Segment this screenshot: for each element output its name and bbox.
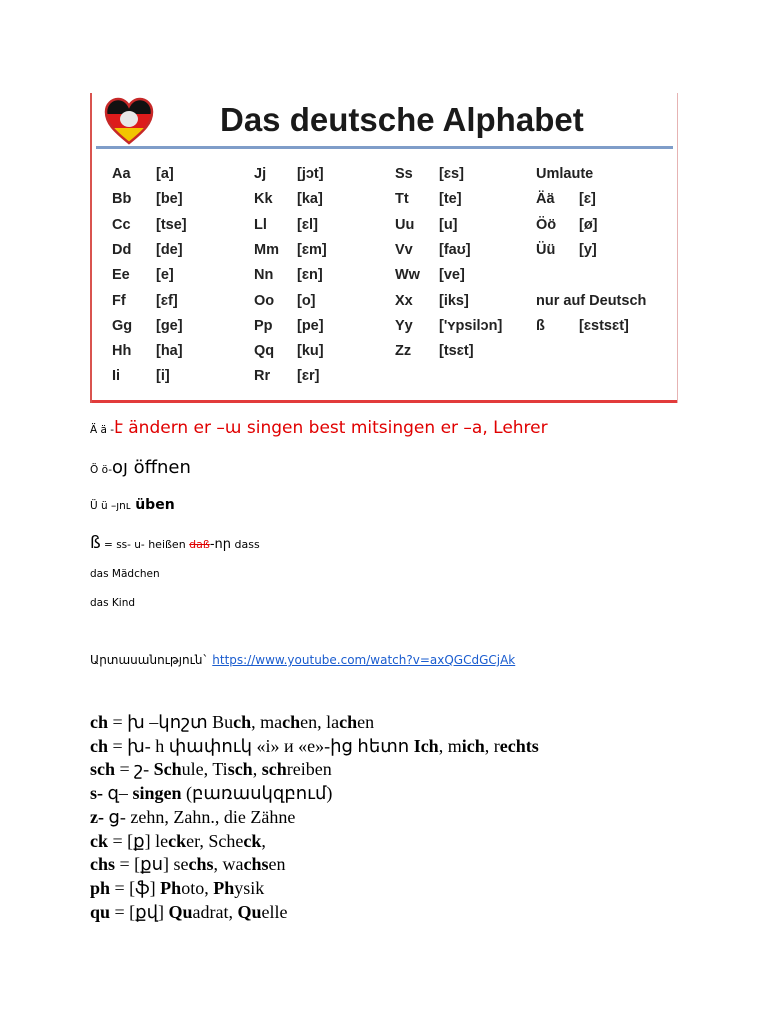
rule-text: զ– bbox=[103, 783, 133, 804]
alphabet-pronunciation: [jɔt] bbox=[297, 166, 324, 182]
alphabet-letter: Qq bbox=[254, 343, 275, 360]
rule-text: , r bbox=[484, 735, 500, 756]
rule-text: , bbox=[252, 759, 262, 780]
alphabet-pronunciation: [ha] bbox=[156, 343, 183, 360]
title-divider bbox=[96, 146, 673, 149]
alphabet-figure bbox=[90, 93, 678, 403]
rule-text: = շ- bbox=[115, 759, 154, 780]
rule-text: = [ք] le bbox=[108, 830, 169, 851]
alphabet-pronunciation: [tsɛt] bbox=[439, 343, 474, 360]
alphabet-pronunciation: [ɛn] bbox=[297, 267, 323, 284]
rule-text: en bbox=[357, 712, 375, 732]
alphabet-letter: Pp bbox=[254, 317, 273, 334]
rule-text: , m bbox=[438, 735, 462, 756]
alphabet-pronunciation: [te] bbox=[439, 191, 462, 208]
rule-text: oto, bbox=[181, 877, 214, 898]
rule-text: = խ- h փափուկ «i» и «e»-ից հետո bbox=[108, 735, 414, 756]
note-armenian-letter: յու bbox=[116, 500, 131, 512]
rule-text: , bbox=[261, 830, 266, 851]
figure-title: Das deutsche Alphabet bbox=[220, 101, 584, 138]
rule-text: = խ –կոշտ Bu bbox=[108, 712, 234, 732]
eszett-example: heißen bbox=[144, 538, 190, 551]
alphabet-pronunciation: [ɛl] bbox=[297, 216, 318, 233]
pronunciation-line bbox=[90, 653, 515, 667]
umlaut-letter: Ää bbox=[536, 191, 555, 208]
alphabet-letter: Ss bbox=[395, 166, 413, 182]
rule-line bbox=[90, 712, 374, 733]
note-line-eszett bbox=[90, 533, 260, 553]
rule-text: , ma bbox=[251, 712, 283, 732]
rule-text: en, la bbox=[300, 712, 340, 732]
rule-text: adrat, bbox=[192, 901, 238, 922]
armenian-or: -որ bbox=[209, 537, 231, 552]
rule-line bbox=[90, 807, 295, 828]
alphabet-letter: Zz bbox=[395, 343, 412, 360]
rule-text: (բառասկզբում) bbox=[181, 783, 333, 804]
german-heart-icon bbox=[104, 97, 154, 145]
rule-text: ց- zehn, Zahn., die Zähne bbox=[103, 806, 296, 827]
alphabet-letter: Hh bbox=[112, 343, 132, 360]
old-spelling: daß bbox=[189, 538, 210, 551]
note-line-o-umlaut bbox=[90, 457, 191, 478]
alphabet-pronunciation: [ku] bbox=[297, 343, 324, 360]
note-prefix: Ö ö- bbox=[90, 464, 113, 476]
rule-text: = [քս] se bbox=[115, 854, 189, 875]
alphabet-pronunciation: [o] bbox=[297, 292, 316, 309]
rule-text: = [ֆ] bbox=[110, 877, 161, 898]
alphabet-letter: Kk bbox=[254, 191, 273, 208]
alphabet-pronunciation: [de] bbox=[156, 241, 183, 258]
alphabet-letter: Uu bbox=[395, 216, 415, 233]
umlaut-letter: Üü bbox=[536, 241, 556, 258]
alphabet-pronunciation: [ɛs] bbox=[439, 166, 464, 182]
rule-highlight: ch bbox=[339, 712, 358, 732]
new-spelling: dass bbox=[231, 538, 260, 551]
alphabet-letter: Jj bbox=[254, 166, 267, 182]
rule-text: en bbox=[268, 854, 286, 875]
rule-highlight: ch bbox=[282, 712, 301, 732]
figure-bottom-border bbox=[92, 400, 677, 403]
alphabet-letter: Tt bbox=[395, 191, 409, 208]
rule-highlight: qu bbox=[90, 901, 111, 922]
rule-line bbox=[90, 878, 264, 899]
rule-highlight: z- bbox=[90, 806, 104, 827]
rule-highlight: ck bbox=[168, 830, 187, 851]
umlaut-pronunciation: [ɛ] bbox=[579, 191, 596, 208]
note-line-a-umlaut bbox=[90, 418, 548, 438]
rule-highlight: ph bbox=[90, 877, 111, 898]
rule-line bbox=[90, 902, 288, 923]
umlaut-letter: Öö bbox=[536, 216, 557, 233]
note-examples: üben bbox=[130, 497, 175, 513]
eszett-equivalent: = ss- ս- bbox=[100, 539, 145, 551]
rule-highlight: chs bbox=[188, 854, 214, 875]
note-prefix: Ü ü – bbox=[90, 500, 117, 512]
note-armenian-letter: է bbox=[114, 418, 123, 438]
alphabet-pronunciation: [i] bbox=[156, 368, 170, 385]
rule-highlight: sch bbox=[90, 759, 116, 780]
rule-highlight: singen bbox=[132, 783, 182, 804]
alphabet-pronunciation: [a] bbox=[156, 166, 174, 182]
alphabet-pronunciation: [ka] bbox=[297, 191, 323, 208]
rule-highlight: Ich bbox=[413, 735, 439, 756]
alphabet-pronunciation: [ɛr] bbox=[297, 368, 320, 385]
alphabet-letter: Nn bbox=[254, 267, 274, 284]
note-line-maedchen: das Mädchen bbox=[90, 568, 160, 580]
alphabet-letter: Yy bbox=[395, 317, 413, 334]
rule-highlight: sch bbox=[261, 759, 287, 780]
rule-highlight: Qu bbox=[237, 901, 262, 922]
umlaute-header: Umlaute bbox=[536, 166, 594, 182]
umlaut-pronunciation: [y] bbox=[579, 241, 597, 258]
rule-highlight: echts bbox=[499, 735, 539, 756]
rule-text: ysik bbox=[234, 877, 265, 898]
eszett-pronunciation: [ɛstsɛt] bbox=[579, 317, 629, 334]
rule-text: ule, Ti bbox=[181, 759, 228, 780]
rule-highlight: Qu bbox=[168, 901, 193, 922]
alphabet-pronunciation: [e] bbox=[156, 267, 174, 284]
alphabet-pronunciation: [ge] bbox=[156, 317, 183, 334]
pronunciation-label: Արտասանություն` bbox=[90, 653, 209, 667]
alphabet-pronunciation: [u] bbox=[439, 216, 458, 233]
alphabet-letter: Ww bbox=[395, 267, 420, 284]
alphabet-pronunciation: [faʊ] bbox=[439, 241, 471, 258]
alphabet-letter: Rr bbox=[254, 368, 271, 385]
rule-text: , wa bbox=[213, 854, 244, 875]
alphabet-pronunciation: [ve] bbox=[439, 267, 465, 284]
note-examples: öffnen bbox=[127, 457, 191, 478]
alphabet-letter: Ll bbox=[254, 216, 267, 233]
rule-line bbox=[90, 736, 539, 757]
rule-highlight: s- bbox=[90, 783, 103, 804]
alphabet-pronunciation: ['ʏpsilɔn] bbox=[439, 317, 503, 334]
rule-highlight: ck bbox=[90, 830, 108, 851]
rule-highlight: Ph bbox=[213, 877, 235, 898]
alphabet-letter: Ii bbox=[112, 368, 121, 385]
rule-highlight: ich bbox=[461, 735, 485, 756]
alphabet-pronunciation: [tse] bbox=[156, 216, 187, 233]
rule-text: = [քվ] bbox=[110, 901, 169, 922]
alphabet-letter: Xx bbox=[395, 292, 413, 309]
eszett-letter: ß bbox=[90, 533, 101, 553]
alphabet-letter: Cc bbox=[112, 216, 131, 233]
alphabet-pronunciation: [ɛm] bbox=[297, 241, 327, 258]
alphabet-letter: Ff bbox=[112, 292, 126, 309]
youtube-link[interactable]: https://www.youtube.com/watch?v=axQGCdGCjAk bbox=[212, 653, 516, 667]
note-armenian-letter: օյ bbox=[112, 457, 128, 478]
rule-highlight: ch bbox=[90, 712, 108, 732]
rule-line bbox=[90, 831, 266, 852]
rule-highlight: ch bbox=[233, 712, 252, 732]
rule-line bbox=[90, 759, 332, 780]
alphabet-letter: Oo bbox=[254, 292, 275, 309]
alphabet-pronunciation: [be] bbox=[156, 191, 183, 208]
rule-text: reiben bbox=[286, 759, 332, 780]
rule-highlight: sch bbox=[227, 759, 253, 780]
alphabet-letter: Vv bbox=[395, 241, 413, 258]
note-examples: ändern er –ա singen best mitsingen er –a, Lehrer bbox=[122, 418, 548, 438]
alphabet-letter: Mm bbox=[254, 241, 279, 258]
rule-highlight: chs bbox=[90, 854, 116, 875]
rule-line bbox=[90, 783, 332, 804]
eszett-letter: ß bbox=[536, 317, 545, 334]
alphabet-pronunciation: [ɛf] bbox=[156, 292, 178, 309]
rule-highlight: ck bbox=[243, 830, 262, 851]
note-prefix: Ä ä - bbox=[90, 424, 115, 436]
rule-highlight: Ph bbox=[160, 877, 182, 898]
rule-line bbox=[90, 854, 286, 875]
note-line-u-umlaut bbox=[90, 497, 175, 513]
rule-highlight: Sch bbox=[153, 759, 182, 780]
umlaut-pronunciation: [ø] bbox=[579, 216, 598, 233]
note-line-kind: das Kind bbox=[90, 597, 136, 609]
alphabet-letter: Gg bbox=[112, 317, 133, 334]
alphabet-pronunciation: [pe] bbox=[297, 317, 324, 334]
only-german-header: nur auf Deutsch bbox=[536, 292, 647, 309]
rule-highlight: chs bbox=[243, 854, 269, 875]
alphabet-letter: Ee bbox=[112, 267, 130, 284]
rule-text: elle bbox=[261, 901, 288, 922]
rule-highlight: ch bbox=[90, 735, 108, 756]
alphabet-letter: Dd bbox=[112, 241, 132, 258]
rule-text: er, Sche bbox=[186, 830, 244, 851]
alphabet-pronunciation: [iks] bbox=[439, 292, 469, 309]
alphabet-letter: Aa bbox=[112, 166, 131, 182]
alphabet-letter: Bb bbox=[112, 191, 132, 208]
